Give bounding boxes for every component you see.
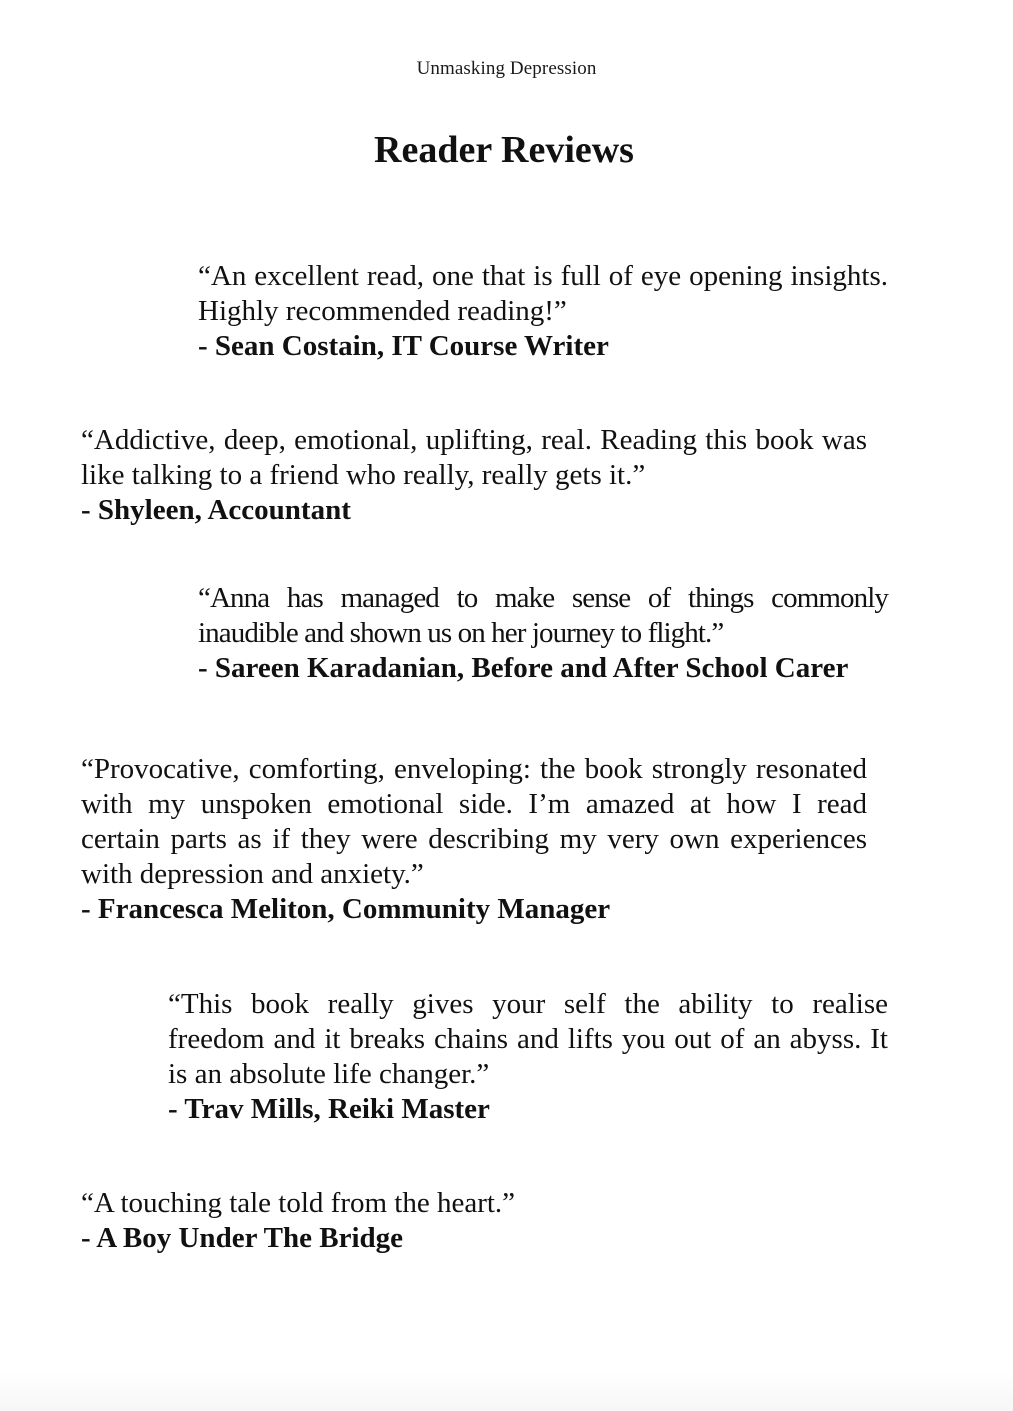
review-quote: “Addictive, deep, emotional, uplifting, real. Reading this book was like talking to a friend who really, really gets it.” xyxy=(81,424,867,491)
running-header: Unmasking Depression xyxy=(416,58,597,79)
review-author: - A Boy Under The Bridge xyxy=(81,1222,404,1254)
review-author: - Trav Mills, Reiki Master xyxy=(168,1093,490,1125)
review-item xyxy=(81,752,867,927)
review-author: - Francesca Meliton, Community Manager xyxy=(81,893,611,925)
review-quote: “An excellent read, one that is full of eye opening insights. Highly recommended reading!” xyxy=(198,260,888,327)
review-item xyxy=(198,581,888,686)
page-bottom-shade xyxy=(0,1371,1013,1411)
review-item xyxy=(168,987,888,1127)
review-quote: “A touching tale told from the heart.” xyxy=(81,1187,516,1219)
review-quote: “Anna has managed to make sense of things commonly inaudible and shown us on her journey to flight.” xyxy=(198,582,888,649)
review-author: - Sean Costain, IT Course Writer xyxy=(198,330,609,362)
review-item xyxy=(81,423,867,528)
page-title: Reader Reviews xyxy=(374,129,634,171)
review-item xyxy=(198,259,888,364)
review-item xyxy=(81,1186,867,1256)
review-author: - Shyleen, Accountant xyxy=(81,494,351,526)
review-author: - Sareen Karadanian, Before and After School Carer xyxy=(198,652,849,684)
review-quote: “This book really gives your self the ability to realise freedom and it breaks chains and lifts you out of an abyss. It is an absolute life changer.” xyxy=(168,988,888,1090)
review-quote: “Provocative, comforting, enveloping: the book strongly resonated with my unspoken emotional side. I’m amazed at how I read certain parts as if they were describing my very own experiences with depression and anxiety.” xyxy=(81,753,867,890)
